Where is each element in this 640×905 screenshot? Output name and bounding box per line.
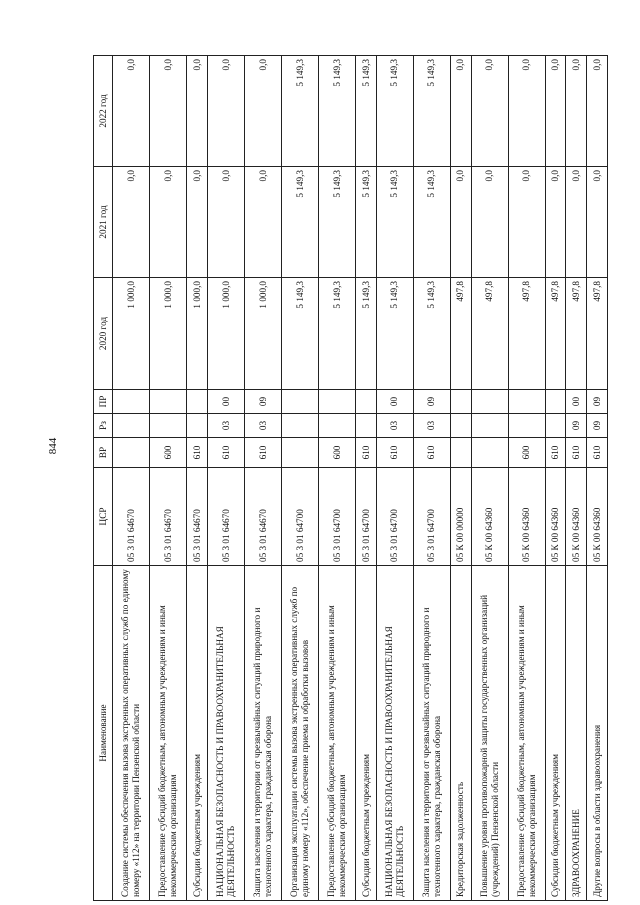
cell-vr [281, 438, 318, 468]
cell-csr: 05 3 01 64700 [376, 468, 413, 566]
table-row [318, 56, 355, 901]
cell-vr: 610 [187, 438, 208, 468]
header-csr: ЦСР [94, 468, 113, 566]
cell-name: Создание системы обеспечения вызова экстренных оперативных служб по единому номеру «112» на территории Пензенской области [113, 566, 150, 901]
table-body [113, 56, 608, 901]
cell-vr: 610 [413, 438, 450, 468]
cell-rz [471, 414, 508, 438]
cell-y2020: 1 000,0 [244, 278, 281, 390]
cell-y2020: 497,8 [471, 278, 508, 390]
cell-name: Другие вопросы в области здравоохранения [587, 566, 608, 901]
cell-name: Организация эксплуатации системы вызова экстренных оперативных служб по единому номеру «112», обеспечение приема и обработки вызовов [281, 566, 318, 901]
cell-y2022: 0,0 [207, 56, 244, 167]
cell-csr: 05 3 01 64700 [281, 468, 318, 566]
table-row [471, 56, 508, 901]
cell-y2022: 0,0 [566, 56, 587, 167]
cell-csr: 05 3 01 64670 [187, 468, 208, 566]
cell-name: Предоставление субсидий бюджетным, автономным учреждениям и иным некоммерческим организациям [150, 566, 187, 901]
cell-pr [471, 390, 508, 414]
cell-y2020: 5 149,3 [413, 278, 450, 390]
table-row [566, 56, 587, 901]
cell-pr: 00 [566, 390, 587, 414]
cell-y2021: 0,0 [545, 167, 566, 278]
cell-pr [150, 390, 187, 414]
cell-name: ЗДРАВООХРАНЕНИЕ [566, 566, 587, 901]
cell-rz [187, 414, 208, 438]
cell-csr: 05 К 00 64360 [471, 468, 508, 566]
cell-name: Субсидии бюджетным учреждениям [187, 566, 208, 901]
cell-pr: 09 [413, 390, 450, 414]
cell-pr [281, 390, 318, 414]
cell-y2021: 5 149,3 [318, 167, 355, 278]
table-row [187, 56, 208, 901]
cell-y2021: 0,0 [471, 167, 508, 278]
table-row [545, 56, 566, 901]
cell-y2022: 5 149,3 [355, 56, 376, 167]
cell-y2020: 497,8 [587, 278, 608, 390]
header-rz: Рз [94, 414, 113, 438]
cell-name: Защита населения и территории от чрезвычайных ситуаций природного и техногенного характера, гражданская оборона [244, 566, 281, 901]
cell-rz [355, 414, 376, 438]
table-row [281, 56, 318, 901]
cell-rz: 09 [587, 414, 608, 438]
table-row [113, 56, 150, 901]
cell-rz [318, 414, 355, 438]
cell-csr: 05 К 00 64360 [545, 468, 566, 566]
cell-rz [545, 414, 566, 438]
cell-name: Защита населения и территории от чрезвычайных ситуаций природного и техногенного характера, гражданская оборона [413, 566, 450, 901]
cell-y2020: 1 000,0 [207, 278, 244, 390]
table-row [207, 56, 244, 901]
cell-name: Субсидии бюджетным учреждениям [355, 566, 376, 901]
cell-csr: 05 3 01 64700 [355, 468, 376, 566]
cell-pr [318, 390, 355, 414]
cell-y2020: 497,8 [508, 278, 545, 390]
page-number: 844 [47, 437, 59, 455]
header-2021: 2021 год [94, 167, 113, 278]
cell-rz [508, 414, 545, 438]
cell-y2020: 5 149,3 [355, 278, 376, 390]
cell-pr [450, 390, 471, 414]
cell-vr: 610 [545, 438, 566, 468]
cell-csr: 05 3 01 64700 [413, 468, 450, 566]
header-2020: 2020 год [94, 278, 113, 390]
cell-rz [450, 414, 471, 438]
cell-y2021: 0,0 [587, 167, 608, 278]
cell-pr: 09 [587, 390, 608, 414]
cell-name: НАЦИОНАЛЬНАЯ БЕЗОПАСНОСТЬ И ПРАВООХРАНИТЕЛЬНАЯ ДЕЯТЕЛЬНОСТЬ [376, 566, 413, 901]
cell-y2020: 5 149,3 [376, 278, 413, 390]
budget-table [93, 55, 608, 901]
cell-pr [508, 390, 545, 414]
cell-y2020: 5 149,3 [318, 278, 355, 390]
header-name: Наименование [94, 566, 113, 901]
cell-name: Предоставление субсидий бюджетным, автономным учреждениям и иным некоммерческим организациям [508, 566, 545, 901]
cell-y2022: 0,0 [244, 56, 281, 167]
cell-y2022: 5 149,3 [376, 56, 413, 167]
cell-y2021: 0,0 [450, 167, 471, 278]
cell-y2022: 0,0 [187, 56, 208, 167]
cell-vr: 610 [587, 438, 608, 468]
cell-name: Субсидии бюджетным учреждениям [545, 566, 566, 901]
cell-y2022: 0,0 [113, 56, 150, 167]
cell-y2021: 0,0 [244, 167, 281, 278]
cell-pr: 00 [376, 390, 413, 414]
cell-y2020: 1 000,0 [113, 278, 150, 390]
cell-rz: 03 [207, 414, 244, 438]
cell-csr: 05 К 00 64360 [508, 468, 545, 566]
cell-vr: 600 [508, 438, 545, 468]
cell-pr [113, 390, 150, 414]
cell-y2021: 0,0 [113, 167, 150, 278]
cell-y2021: 5 149,3 [413, 167, 450, 278]
cell-y2021: 0,0 [566, 167, 587, 278]
cell-csr: 05 К 00 64360 [566, 468, 587, 566]
cell-pr [187, 390, 208, 414]
cell-vr: 600 [318, 438, 355, 468]
rotated-table-inner [93, 56, 608, 901]
cell-y2022: 0,0 [545, 56, 566, 167]
cell-rz [150, 414, 187, 438]
cell-y2021: 0,0 [150, 167, 187, 278]
cell-y2020: 497,8 [545, 278, 566, 390]
cell-y2022: 0,0 [450, 56, 471, 167]
cell-csr: 05 К 00 00000 [450, 468, 471, 566]
cell-y2022: 0,0 [508, 56, 545, 167]
cell-rz [113, 414, 150, 438]
rotated-table-area [93, 56, 608, 901]
cell-vr: 610 [244, 438, 281, 468]
cell-csr: 05 3 01 64670 [207, 468, 244, 566]
cell-pr [355, 390, 376, 414]
cell-vr: 610 [566, 438, 587, 468]
cell-y2022: 5 149,3 [281, 56, 318, 167]
cell-vr: 600 [150, 438, 187, 468]
table-row [355, 56, 376, 901]
cell-name: Кредиторская задолженность [450, 566, 471, 901]
cell-name: НАЦИОНАЛЬНАЯ БЕЗОПАСНОСТЬ И ПРАВООХРАНИТЕЛЬНАЯ ДЕЯТЕЛЬНОСТЬ [207, 566, 244, 901]
cell-vr [471, 438, 508, 468]
cell-y2020: 1 000,0 [150, 278, 187, 390]
table-row [413, 56, 450, 901]
cell-pr: 09 [244, 390, 281, 414]
cell-y2021: 0,0 [508, 167, 545, 278]
table-row [244, 56, 281, 901]
cell-y2020: 1 000,0 [187, 278, 208, 390]
cell-y2021: 0,0 [207, 167, 244, 278]
cell-y2020: 5 149,3 [281, 278, 318, 390]
cell-csr: 05 3 01 64700 [318, 468, 355, 566]
cell-csr: 05 3 01 64670 [113, 468, 150, 566]
cell-rz: 09 [566, 414, 587, 438]
header-pr: ПР [94, 390, 113, 414]
cell-y2021: 5 149,3 [376, 167, 413, 278]
cell-y2022: 0,0 [471, 56, 508, 167]
cell-rz: 03 [244, 414, 281, 438]
cell-vr [113, 438, 150, 468]
cell-rz: 03 [413, 414, 450, 438]
cell-y2020: 497,8 [450, 278, 471, 390]
cell-name: Повышение уровня противопожарной защиты государственных организаций (учреждений) Пензенской области [471, 566, 508, 901]
cell-y2022: 0,0 [150, 56, 187, 167]
cell-y2022: 5 149,3 [413, 56, 450, 167]
cell-y2021: 0,0 [187, 167, 208, 278]
cell-csr: 05 3 01 64670 [150, 468, 187, 566]
table-row [587, 56, 608, 901]
cell-vr [450, 438, 471, 468]
cell-name: Предоставление субсидий бюджетным, автономным учреждениям и иным некоммерческим организациям [318, 566, 355, 901]
cell-y2020: 497,8 [566, 278, 587, 390]
cell-pr [545, 390, 566, 414]
cell-vr: 610 [207, 438, 244, 468]
table-row [450, 56, 471, 901]
cell-y2022: 5 149,3 [318, 56, 355, 167]
cell-y2022: 0,0 [587, 56, 608, 167]
cell-pr: 00 [207, 390, 244, 414]
cell-csr: 05 3 01 64670 [244, 468, 281, 566]
cell-y2021: 5 149,3 [281, 167, 318, 278]
table-row [150, 56, 187, 901]
table-row [508, 56, 545, 901]
cell-rz [281, 414, 318, 438]
header-2022: 2022 год [94, 56, 113, 167]
cell-csr: 05 К 00 64360 [587, 468, 608, 566]
table-row [376, 56, 413, 901]
cell-vr: 610 [355, 438, 376, 468]
header-vr: ВР [94, 438, 113, 468]
cell-rz: 03 [376, 414, 413, 438]
cell-y2021: 5 149,3 [355, 167, 376, 278]
cell-vr: 610 [376, 438, 413, 468]
table-header-row [94, 56, 113, 901]
